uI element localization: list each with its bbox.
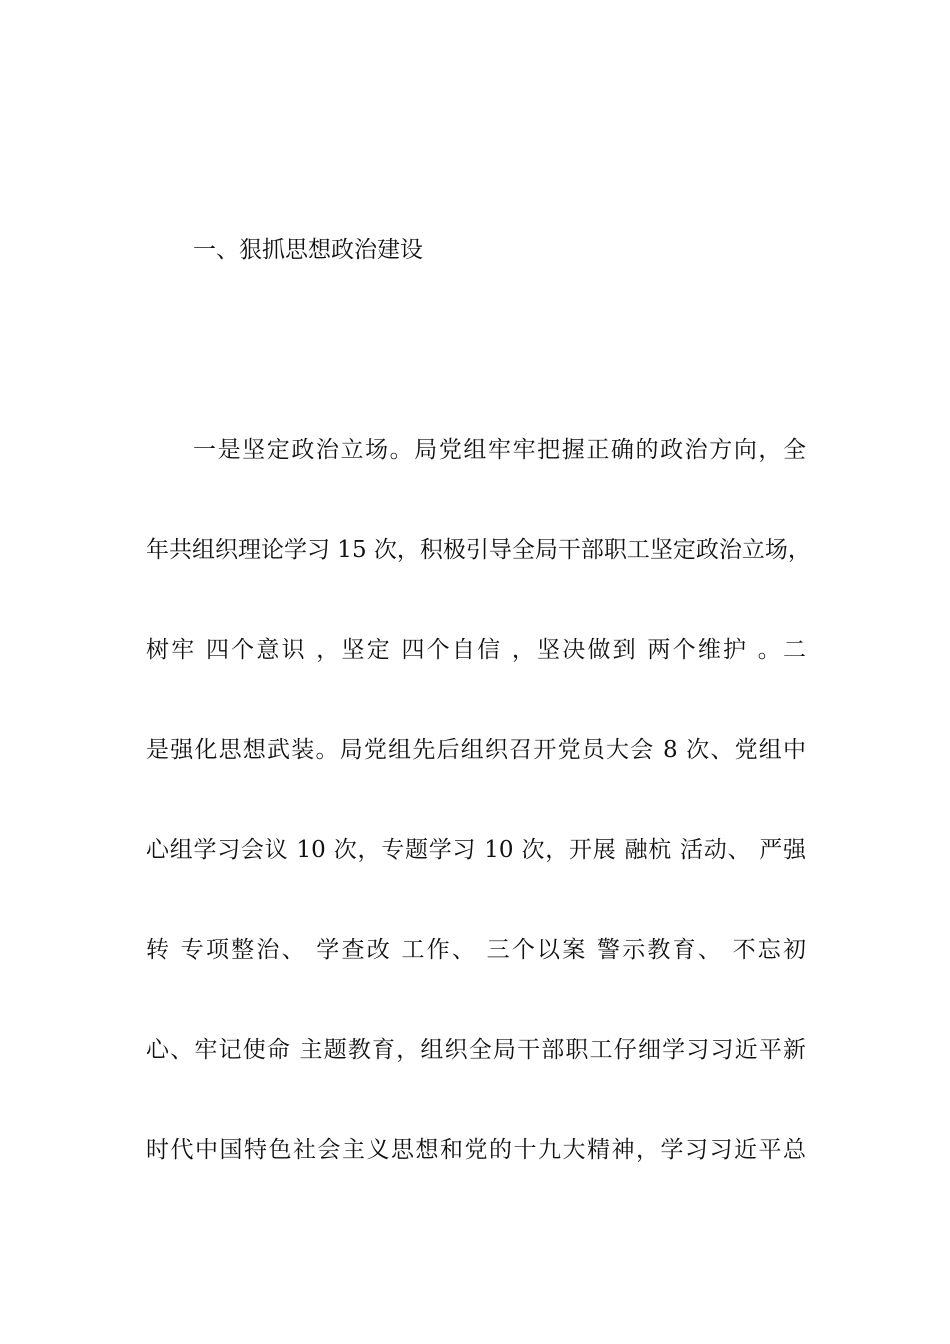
paragraph-line-6: 转 专项整治、 学查改 工作、 三个以案 警示教育、 不忘初 [146, 937, 806, 963]
paragraph-line-4: 是强化思想武装。局党组先后组织召开党员大会 8 次、党组中 [146, 737, 806, 763]
paragraph-line-7: 心、牢记使命 主题教育，组织全局干部职工仔细学习习近平新 [146, 1037, 806, 1063]
paragraph-line-1: 一是坚定政治立场。局党组牢牢把握正确的政治方向，全 [193, 437, 806, 463]
paragraph-line-2: 年共组织理论学习 15 次，积极引导全局干部职工坚定政治立场， [146, 537, 811, 563]
paragraph-line-8: 时代中国特色社会主义思想和党的十九大精神，学习习近平总 [146, 1137, 806, 1163]
paragraph-line-3: 树牢 四个意识 ，坚定 四个自信 ，坚决做到 两个维护 。二 [146, 637, 806, 663]
paragraph-line-5: 心组学习会议 10 次，专题学习 10 次，开展 融杭 活动、 严强 [146, 837, 806, 863]
section-heading: 一、狠抓思想政治建设 [193, 237, 423, 263]
